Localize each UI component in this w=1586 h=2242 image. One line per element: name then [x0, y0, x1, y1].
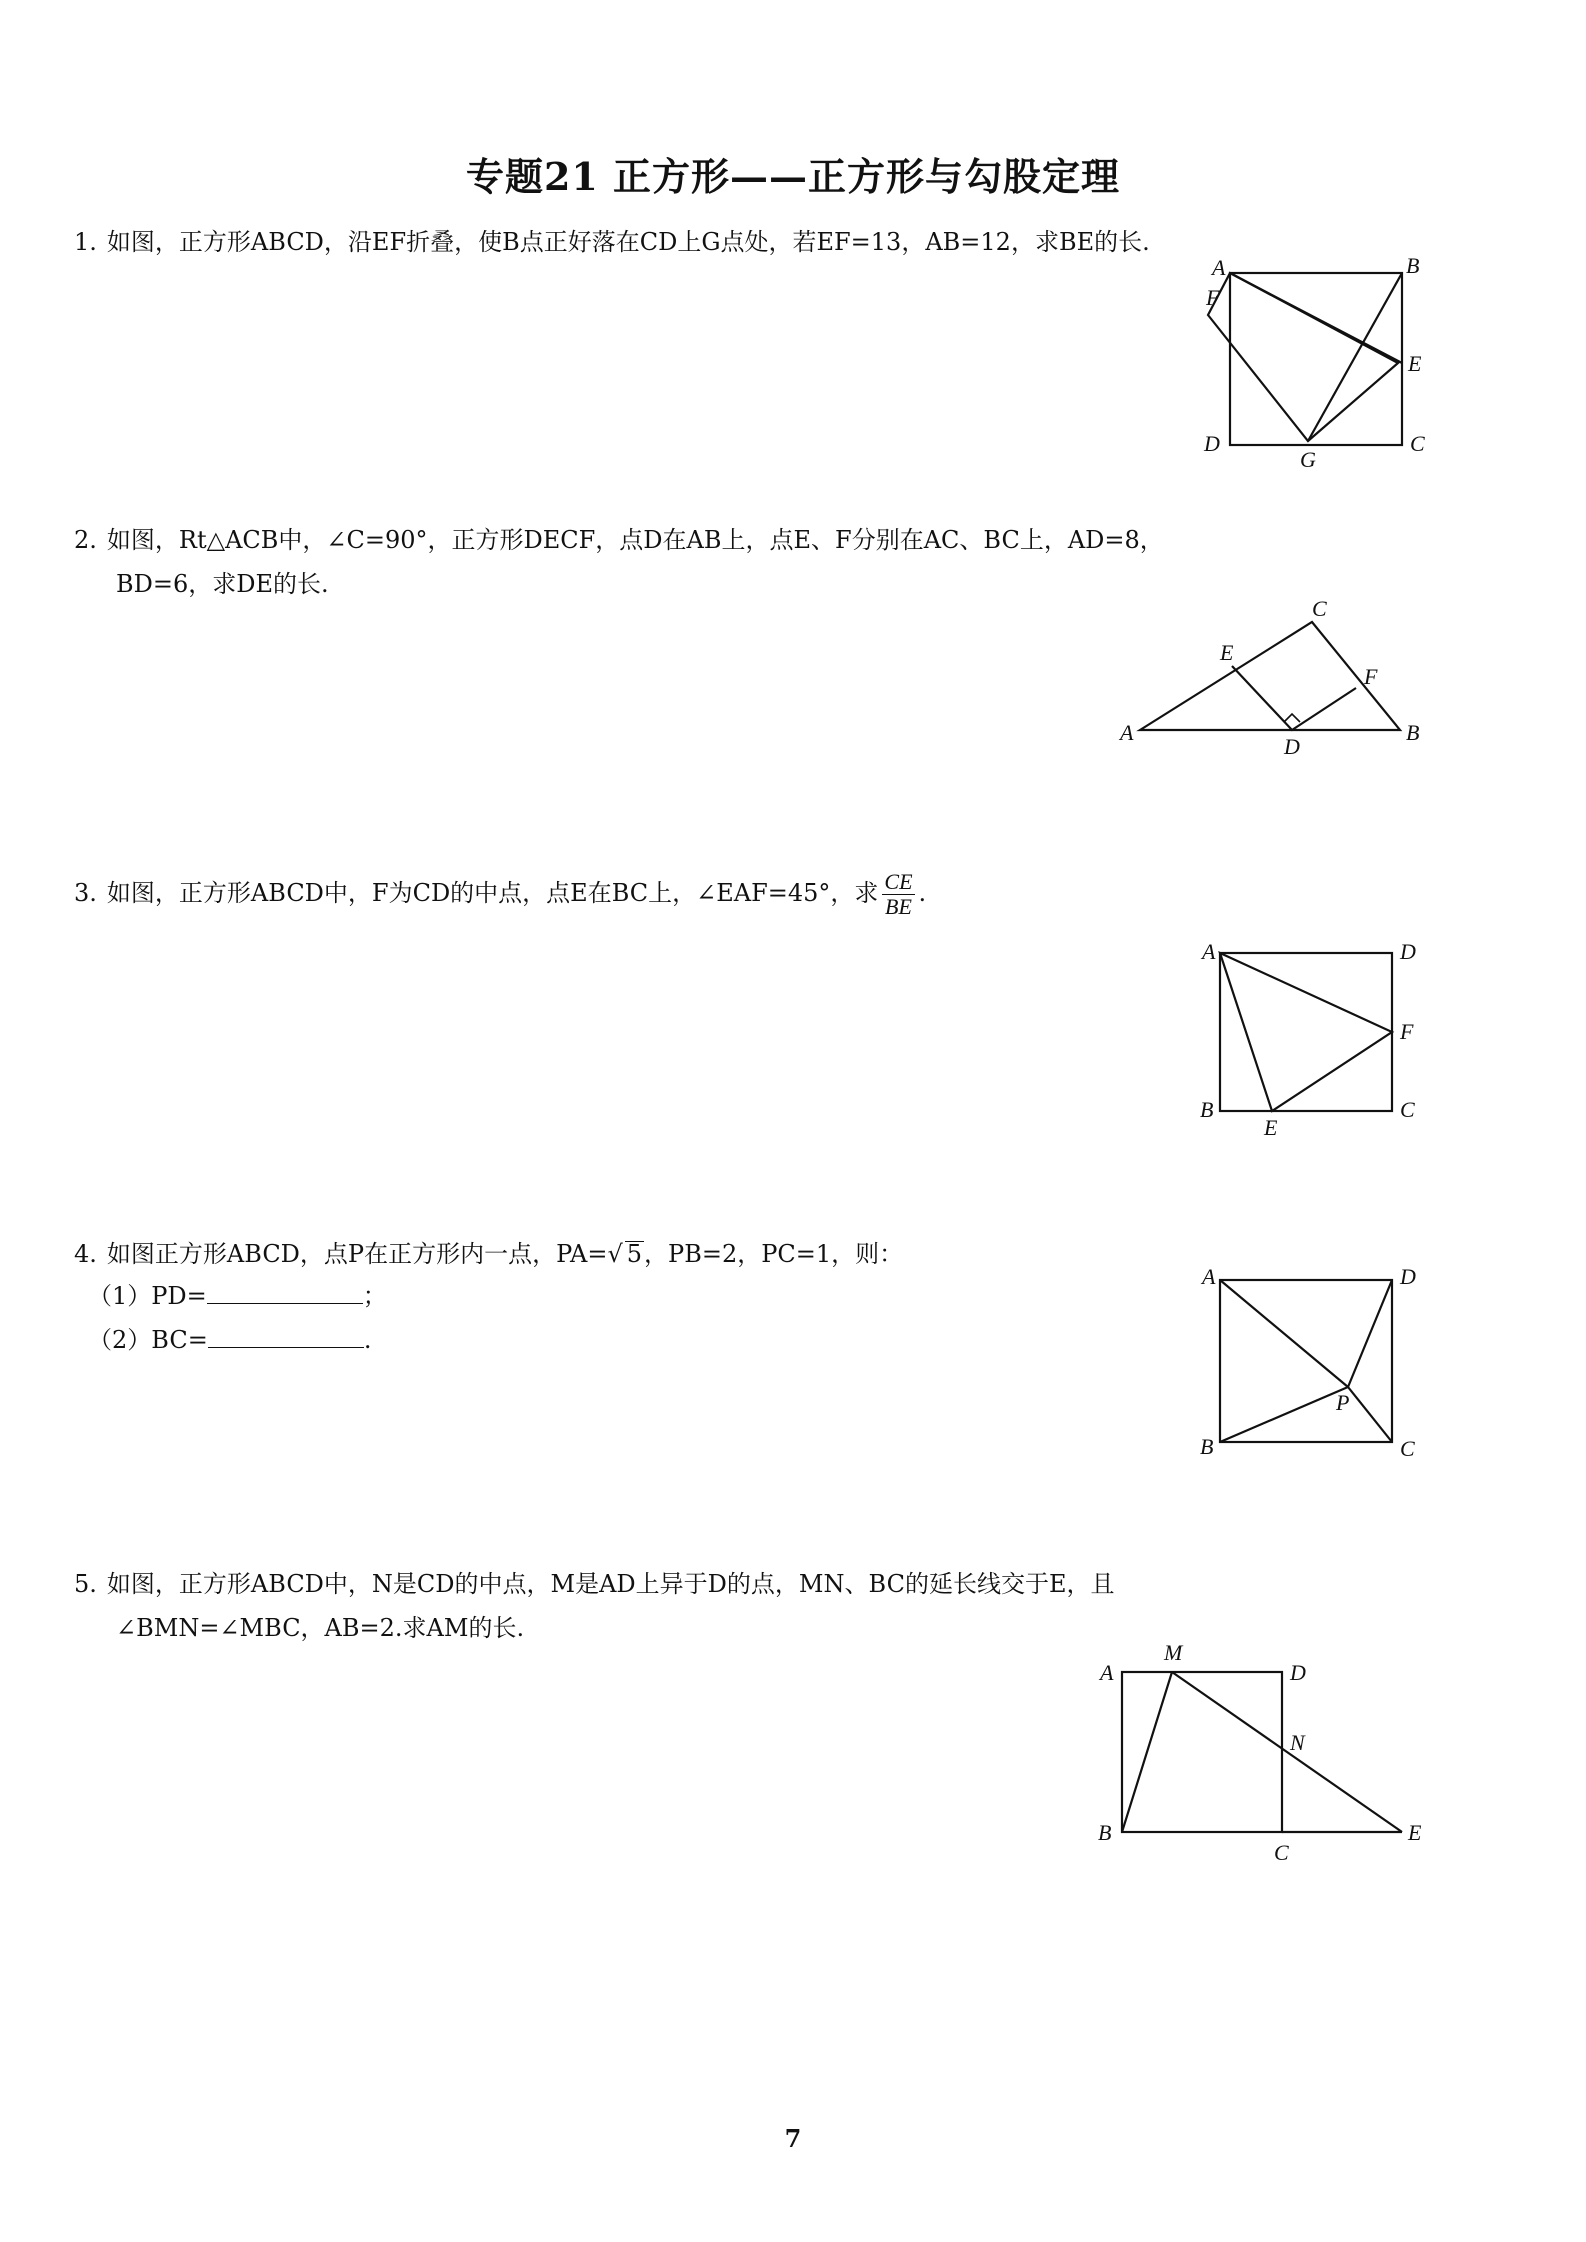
square-abcd [1220, 1280, 1392, 1442]
sqrt-value: 5 [626, 1240, 643, 1268]
figure-5 [1090, 1636, 1440, 1866]
label-d: D [1400, 1264, 1416, 1289]
folded-region [1208, 273, 1398, 441]
fraction-denominator: BE [885, 894, 912, 919]
question-4-part-1 [88, 1276, 387, 1316]
label-p: P [1336, 1390, 1350, 1415]
question-text-line-2: ∠BMN=∠MBC，AB=2.求AM的长. [116, 1614, 525, 1642]
question-4-part-2 [88, 1320, 371, 1360]
question-text-line-1: 如图，Rt△ACB中，∠C=90°，正方形DECF，点D在AB上，点E、F分别在AC、BC上，AD=8， [106, 526, 1164, 554]
square-abcd [1230, 273, 1402, 445]
label-a: A [1120, 720, 1134, 745]
label-f: F [1206, 285, 1220, 310]
question-number: 4. [74, 1240, 97, 1268]
question-number: 1. [74, 228, 97, 256]
question-end-punctuation: . [918, 879, 927, 907]
label-m: M [1164, 1640, 1183, 1665]
question-text-line-2: BD=6，求DE的长. [116, 570, 329, 598]
segment-pd [1348, 1280, 1392, 1387]
question-2-line-2 [116, 562, 329, 606]
question-text-post: ，PB=2，PC=1，则： [644, 1240, 904, 1268]
question-2 [74, 518, 1164, 562]
segment-bm [1122, 1672, 1172, 1832]
question-3 [74, 870, 926, 919]
question-4 [74, 1232, 903, 1276]
label-a: A [1100, 1660, 1114, 1685]
label-b: B [1200, 1097, 1214, 1122]
question-1 [74, 220, 1150, 264]
question-text-line-1: 如图，正方形ABCD中，N是CD的中点，M是AD上异于D的点，MN、BC的延长线交于E，且 [106, 1570, 1115, 1598]
figure-4 [1190, 1262, 1440, 1462]
figure-3 [1190, 935, 1440, 1140]
fraction-numerator: CE [884, 869, 913, 894]
label-e: E [1408, 1820, 1422, 1845]
answer-blank-pd[interactable] [207, 1281, 363, 1304]
part-1-label: （1）PD= [88, 1282, 207, 1310]
triangle-aef [1220, 953, 1392, 1111]
question-5-line-2 [116, 1606, 524, 1650]
part-2-label: （2）BC= [88, 1326, 208, 1354]
label-a: A [1202, 1264, 1216, 1289]
label-e: E [1408, 351, 1422, 376]
figure-1 [1200, 255, 1430, 485]
label-b: B [1406, 253, 1420, 278]
label-a: A [1202, 939, 1216, 964]
label-d: D [1400, 939, 1416, 964]
right-angle-mark [1284, 714, 1300, 722]
label-g: G [1300, 447, 1316, 472]
question-5 [74, 1562, 1114, 1606]
question-text-pre: 如图正方形ABCD，点P在正方形内一点，PA=√ [106, 1240, 623, 1268]
page-title: 专题21 正方形——正方形与勾股定理 [465, 154, 1121, 199]
label-f: F [1400, 1019, 1414, 1044]
question-text: 如图，正方形ABCD，沿EF折叠，使B点正好落在CD上G点处，若EF=13，AB=12，求BE的长. [106, 228, 1150, 256]
square-decf-sides [1232, 666, 1356, 730]
label-b: B [1098, 1820, 1112, 1845]
label-c: C [1312, 596, 1327, 621]
question-number: 2. [74, 526, 97, 554]
label-c: C [1400, 1436, 1415, 1461]
label-e: E [1220, 640, 1234, 665]
label-c: C [1410, 431, 1425, 456]
question-number: 5. [74, 1570, 97, 1598]
part-2-end: . [363, 1326, 372, 1354]
label-b: B [1406, 720, 1420, 745]
segment-me [1172, 1672, 1402, 1832]
question-number: 3. [74, 879, 97, 907]
figure-2 [1120, 596, 1440, 770]
part-1-end: ； [362, 1282, 387, 1310]
label-n: N [1290, 1730, 1305, 1755]
segment-pc [1348, 1387, 1392, 1442]
label-c: C [1274, 1840, 1289, 1865]
label-d: D [1204, 431, 1220, 456]
label-d: D [1290, 1660, 1306, 1685]
label-e: E [1264, 1115, 1278, 1140]
answer-blank-bc[interactable] [208, 1325, 364, 1348]
segment-pb [1220, 1387, 1348, 1442]
label-c: C [1400, 1097, 1415, 1122]
triangle-acb [1140, 622, 1400, 730]
label-b: B [1200, 1434, 1214, 1459]
page-number: 7 [784, 2124, 802, 2153]
label-f: F [1364, 664, 1378, 689]
label-d: D [1284, 734, 1300, 759]
fraction-ce-over-be [882, 870, 914, 919]
question-text: 如图，正方形ABCD中，F为CD的中点，点E在BC上，∠EAF=45°，求 [106, 879, 879, 907]
segment-pa [1220, 1280, 1348, 1387]
label-a: A [1212, 255, 1226, 280]
